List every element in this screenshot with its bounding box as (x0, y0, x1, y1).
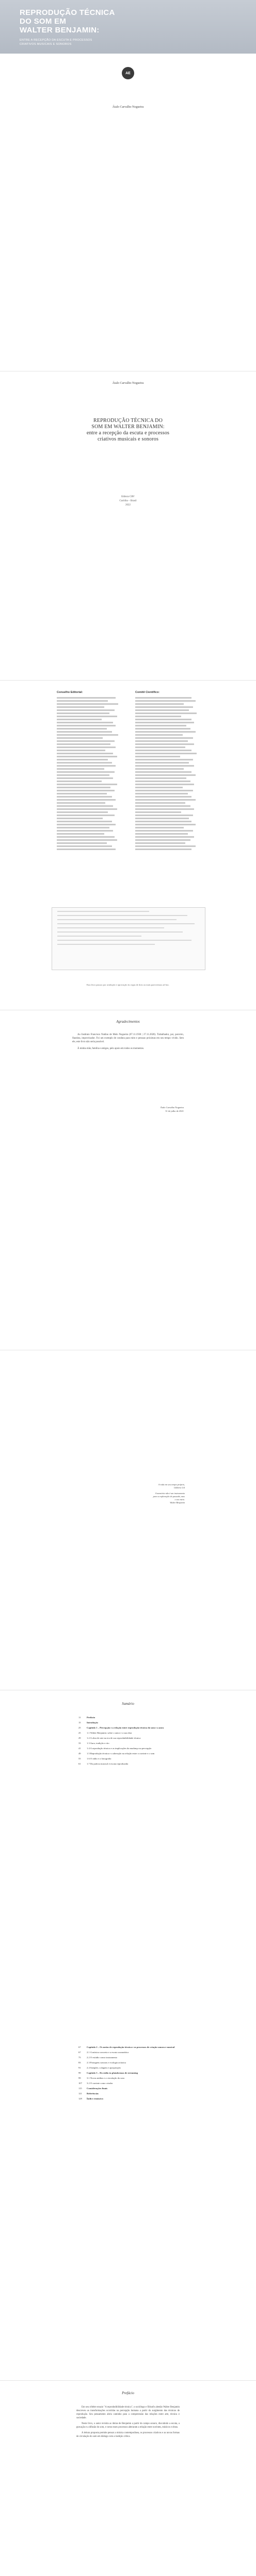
preface-paragraph: Neste livro, o autor revisita as ideias de Benjamin a partir do campo sonoro, discutindo a escuta, a gravação e a difusão do som, e como esses processos alteraram a relação entre ouvintes, músicos e obras. (76, 2422, 180, 2429)
toc-label: 2.2 O estúdio como instrumento (87, 2056, 118, 2059)
toc-entry[interactable] (78, 2072, 178, 2075)
cover-title (20, 8, 236, 35)
epigraph-line: para a exploração do passado, mas (153, 1495, 185, 1498)
toc-label: Índice remissivo (87, 2097, 103, 2100)
toc-page: 25 (78, 1732, 81, 1734)
preface-heading: Prefácio (122, 2391, 134, 2395)
epigraph-line: A memória não é um instrumento (155, 1492, 185, 1495)
editorial-council-heading: Conselho Editorial: (57, 691, 83, 694)
toc-entry[interactable] (78, 2046, 178, 2049)
peer-review-note: Esta livro passou por avaliação e aprovação às cegas de dois ou mais pareceristas ad hoc. (86, 984, 170, 986)
toc-page: 29 (78, 1737, 81, 1739)
cover-title-line: REPRODUÇÃO TÉCNICA (20, 8, 115, 17)
cover-page (0, 0, 256, 371)
title-line: entre a recepção da escuta e processos (86, 430, 170, 436)
toc-page: 55 (78, 1757, 81, 1760)
publisher-logo: AE (122, 67, 134, 79)
toc-page: 99 (78, 2072, 81, 2074)
toc-entry[interactable] (78, 1716, 178, 1719)
toc-label: 1.5 Reprodução técnica e a alteração na relação entre o ouvinte e o som (87, 1752, 155, 1755)
toc-label: 3.1 Novas mídias e a circulação do som (87, 2077, 124, 2079)
scientific-committee-heading: Comitê Científico: (135, 691, 160, 694)
toc-page: 49 (78, 1752, 81, 1755)
cover-author: Átalo Carvalho Nogueira (112, 106, 144, 109)
toc-entry[interactable] (78, 2092, 178, 2095)
toc-label: 1.7 Da prática musical à escuta reproduzida (87, 1762, 129, 1765)
toc-page: 61 (78, 1762, 81, 1765)
toc-label: 2.3 Paisagens sonoras e ecologia acústica (87, 2061, 126, 2064)
publisher-city: Curitiba – Brasil (119, 500, 137, 502)
epigraph-author: Walter Benjamin (170, 1501, 185, 1504)
epigraph (139, 1483, 185, 1505)
cover-subtitle-line: ENTRE A RECEPÇÃO DA ESCUTA E PROCESSOS (20, 39, 92, 42)
signature-date: 31 de julho de 2021 (165, 1109, 184, 1112)
toc-label: Capítulo 1 – Percepção e a relação entre reprodução técnica do som e a aura (87, 1726, 164, 1729)
toc-entry[interactable] (78, 1752, 178, 1755)
epigraph-author: Gilberto Gil (173, 1486, 185, 1489)
cover-title-line: DO SOM EM (20, 17, 67, 26)
title-line: REPRODUÇÃO TÉCNICA DO (93, 418, 163, 423)
editorial-council-list (57, 697, 121, 852)
council-page (0, 680, 256, 1010)
toc-label: Capítulo 2 – Os meios de reprodução técnica e os processos de criação sonora e musical (87, 2046, 175, 2048)
acknowledgements-paragraph: À minha mãe, família e amigos, pelo apoio em todos os momentos. (77, 1047, 145, 1050)
toc-label: Referências (87, 2092, 99, 2095)
toc-heading: Sumário (122, 1702, 134, 1706)
title-line: criativos musicais e sonoros (97, 436, 159, 442)
table-of-contents-page (0, 1690, 256, 2380)
toc-entry[interactable] (78, 2056, 178, 2059)
cover-title-line: WALTER BENJAMIN: (20, 26, 100, 35)
toc-entry[interactable] (78, 2061, 178, 2064)
toc-entry[interactable] (78, 2066, 178, 2070)
toc-list (78, 1716, 178, 1768)
toc-page: 99 (78, 2077, 81, 2079)
cover-subtitle-line: CRIATIVOS MUSICAIS E SONOROS (20, 43, 72, 46)
toc-entry[interactable] (78, 1747, 178, 1750)
toc-entry[interactable] (78, 2077, 178, 2080)
epigraph-page (0, 1350, 256, 1690)
toc-page: 33 (78, 1742, 81, 1744)
toc-label: Introdução (87, 1721, 98, 1724)
publisher-name: Editora CRV (121, 496, 135, 498)
toc-page: 129 (78, 2097, 82, 2100)
toc-label: Capítulo 3 – Do rádio às plataformas de streaming (87, 2072, 138, 2074)
toc-entry[interactable] (78, 1726, 178, 1730)
acknowledgements-heading: Agradecimentos (116, 1020, 140, 1024)
publisher-year: 2022 (125, 504, 131, 506)
title-page-author: Átalo Carvalho Nogueira (112, 382, 144, 385)
toc-page: 67 (78, 2051, 81, 2054)
toc-page: 83 (78, 2061, 81, 2064)
title-page (0, 371, 256, 680)
toc-label: 2.1 A música concreta e a escuta acusmática (87, 2051, 129, 2054)
preface-paragraph: Em seu célebre ensaio "A reprodutibilidade técnica", o sociólogo e filósofo alemão Walter Benjamin descreveu as transformações ocorridas na percepção humana a partir do surgimento das técnicas de reprodução. Seu pensamento abriu caminho para a compreensão das relações entre arte, técnica e sociedade. (76, 2406, 180, 2419)
toc-entry[interactable] (78, 2097, 178, 2100)
toc-page: 67 (78, 2046, 81, 2048)
acknowledgements-signature (150, 1106, 184, 1113)
toc-label: 3.2 O ouvinte como criador (87, 2082, 113, 2084)
toc-label: Prefácio (87, 1716, 95, 1719)
toc-page: 41 (78, 1747, 81, 1750)
toc-label: 1.2 A obra de arte na era de sua reprodutibilidade técnica (87, 1737, 141, 1739)
toc-label: 1.3 Aura, tradição e rito (87, 1742, 109, 1744)
toc-label: Considerações finais (87, 2087, 108, 2090)
title-page-title (62, 418, 194, 443)
toc-entry[interactable] (78, 1721, 178, 1724)
toc-entry[interactable] (78, 1732, 178, 1735)
acknowledgements-paragraph: Ao Instituto Francisco Nadino de Melo Nogueira (07.11.1930 | 27.11.2020). Trabalhador, pai, parceiro, flautista, improvisador. Foi um exemplo de conduta para mim e pessoas próximas em seu tempo vivido. Sem ele, este livro não seria possível. (72, 1033, 184, 1044)
toc-page: 121 (78, 2092, 82, 2095)
acknowledgements-text (72, 1033, 184, 1050)
toc-page: 25 (78, 1726, 81, 1729)
toc-page: 15 (78, 1721, 81, 1724)
toc-page: 11 (78, 1716, 81, 1719)
toc-entry[interactable] (78, 1737, 178, 1740)
toc-page: 91 (78, 2066, 81, 2069)
toc-entry[interactable] (78, 1762, 178, 1766)
toc-label: 1.4 A reprodução técnica e as implicações da mudança na percepção (87, 1747, 152, 1750)
title-line: SOM EM WALTER BENJAMIN: (91, 424, 165, 430)
toc-page: 75 (78, 2056, 81, 2059)
catalog-card (52, 907, 205, 970)
toc-label: 2.4 Sampler, colagem e apropriação (87, 2066, 121, 2069)
preface-page (0, 2380, 256, 2576)
publisher-info (0, 495, 256, 507)
signature-name: Átalo Carvalho Nogueira (160, 1106, 184, 1109)
preface-paragraph: A leitura proposta permite pensar a música contemporânea, os processos criativos e as novas formas de circulação do som em diálogo com a tradição crítica. (76, 2432, 180, 2438)
epigraph-line: A roda em seu tempo próprio, (158, 1483, 185, 1486)
toc-label: 1.1 Walter Benjamin: sobre o autor e a sua obra (87, 1732, 132, 1734)
scientific-committee-list (135, 697, 199, 852)
cover-subtitle (20, 38, 236, 46)
toc-label: 1.6 O rádio e a fonografia (87, 1757, 111, 1760)
toc-list-continued (78, 2046, 178, 2103)
toc-entry[interactable] (78, 2082, 178, 2085)
toc-entry[interactable] (78, 2051, 178, 2054)
preface-text (76, 2405, 180, 2441)
toc-entry[interactable] (78, 1757, 178, 1760)
acknowledgements-page (0, 1010, 256, 1350)
toc-page: 107 (78, 2082, 82, 2084)
toc-entry[interactable] (78, 1742, 178, 1745)
epigraph-line: o seu meio. (174, 1498, 185, 1501)
toc-entry[interactable] (78, 2087, 178, 2090)
toc-page: 115 (78, 2087, 82, 2090)
